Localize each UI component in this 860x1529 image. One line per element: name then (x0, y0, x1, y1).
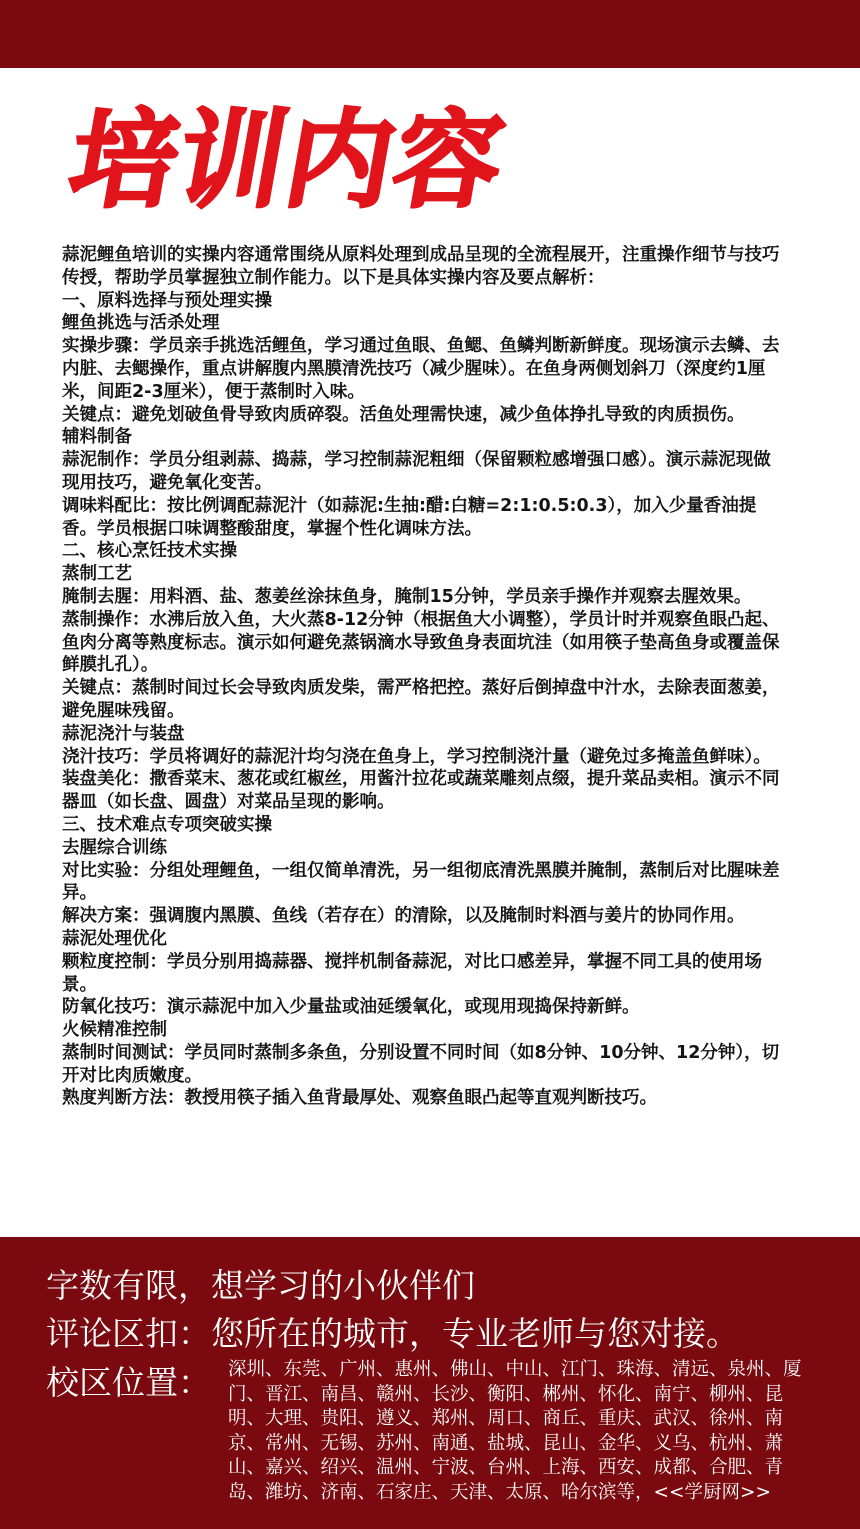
footer-band (0, 1237, 860, 1529)
body-paragraph: 熟度判断方法：教授用筷子插入鱼背最厚处、观察鱼眼凸起等直观判断技巧。 (62, 1088, 657, 1109)
section-heading: 一、原料选择与预处理实操 (62, 290, 272, 311)
body-paragraph: 对比实验：分组处理鲤鱼，一组仅简单清洗，另一组彻底清洗黑膜并腌制，蒸制后对比腥味差异。 (62, 860, 780, 904)
subsection-heading: 辅料制备 (62, 427, 132, 448)
body-paragraph: 调味料配比：按比例调配蒜泥汁（如蒜泥:生抽:醋:白糖=2:1:0.5:0.3），加入少量香油提香。学员根据口味调整酸甜度，掌握个性化调味方法。 (62, 495, 757, 539)
body-paragraph: 蒸制操作：水沸后放入鱼，大火蒸8-12分钟（根据鱼大小调整），学员计时并观察鱼眼凸起、鱼肉分离等熟度标志。演示如何避免蒸锅滴水导致鱼身表面坑洼（如用筷子垫高鱼身或覆盖保鲜膜扎孔）。 (62, 609, 780, 676)
section-heading: 三、技术难点专项突破实操 (62, 814, 272, 835)
body-paragraph: 腌制去腥：用料酒、盐、葱姜丝涂抹鱼身，腌制15分钟，学员亲手操作并观察去腥效果。 (62, 586, 752, 607)
body-paragraph: 关键点：蒸制时间过长会导致肉质发柴，需严格把控。蒸好后倒掉盘中汁水，去除表面葱姜，避免腥味残留。 (62, 678, 780, 721)
cta-line: 评论区扣：您所在的城市，专业老师与您对接。 (46, 1314, 739, 1353)
body-paragraph: 解决方案：强调腹内黑膜、鱼线（若存在）的清除，以及腌制时料酒与姜片的协同作用。 (62, 906, 745, 927)
subsection-heading: 火候精准控制 (62, 1020, 167, 1041)
subsection-heading: 蒜泥浇汁与装盘 (62, 723, 185, 744)
body-paragraph: 关键点：避免划破鱼骨导致肉质碎裂。活鱼处理需快速，减少鱼体挣扎导致的肉质损伤。 (62, 404, 745, 425)
body-paragraph: 防氧化技巧：演示蒜泥中加入少量盐或油延缓氧化，或现用现捣保持新鲜。 (62, 997, 640, 1018)
subsection-heading: 去腥综合训练 (62, 837, 167, 858)
body-paragraph: 实操步骤：学员亲手挑选活鲤鱼，学习通过鱼眼、鱼鳃、鱼鳞判断新鲜度。现场演示去鳞、去内脏、去鳃操作，重点讲解腹内黑膜清洗技巧（减少腥味）。在鱼身两侧划斜刀（深度约1厘米，间距2-3厘米），便于蒸制时入味。 (62, 336, 780, 402)
subsection-heading: 蒜泥处理优化 (62, 928, 167, 949)
top-banner-band (0, 0, 860, 68)
body-paragraph: 颗粒度控制：学员分别用捣蒜器、搅拌机制备蒜泥，对比口感差异，掌握不同工具的使用场景。 (62, 951, 762, 995)
cta-line: 字数有限，想学习的小伙伴们 (46, 1266, 475, 1305)
campus-label: 校区位置： (46, 1363, 211, 1402)
section-heading: 二、核心烹饪技术实操 (62, 541, 237, 562)
subsection-heading: 蒸制工艺 (62, 564, 132, 585)
body-paragraph: 蒸制时间测试：学员同时蒸制多条鱼，分别设置不同时间（如8分钟、10分钟、12分钟），切开对比肉质嫩度。 (62, 1042, 780, 1086)
page-title: 培训内容 (60, 99, 515, 222)
campus-list: 深圳、东莞、广州、惠州、佛山、中山、江门、珠海、清远、泉州、厦门、晋江、南昌、赣州、长沙、衡阳、郴州、怀化、南宁、柳州、昆明、大理、贵阳、遵义、郑州、周口、商丘、重庆、武汉、徐州、南京、常州、无锡、苏州、南通、盐城、昆山、金华、义乌、杭州、萧山、嘉兴、绍兴、温州、宁波、台州、上海、西安、成都、合肥、青岛、潍坊、济南、石家庄、天津、太原、哈尔滨等，<<学厨网>> (228, 1359, 802, 1503)
intro-paragraph: 蒜泥鲤鱼培训的实操内容通常围绕从原料处理到成品呈现的全流程展开，注重操作细节与技巧传授，帮助学员掌握独立制作能力。以下是具体实操内容及要点解析： (62, 245, 780, 288)
body-paragraph: 浇汁技巧：学员将调好的蒜泥汁均匀浇在鱼身上，学习控制浇汁量（避免过多掩盖鱼鲜味）。 (62, 746, 771, 767)
body-paragraph: 蒜泥制作：学员分组剥蒜、捣蒜，学习控制蒜泥粗细（保留颗粒感增强口感）。演示蒜泥现做现用技巧，避免氧化变苦。 (62, 450, 771, 493)
subsection-heading: 鲤鱼挑选与活杀处理 (62, 313, 220, 334)
body-paragraph: 装盘美化：撒香菜末、葱花或红椒丝，用酱汁拉花或蔬菜雕刻点缀，提升菜品卖相。演示不同器皿（如长盘、圆盘）对菜品呈现的影响。 (62, 769, 780, 813)
article-body (62, 244, 786, 1110)
